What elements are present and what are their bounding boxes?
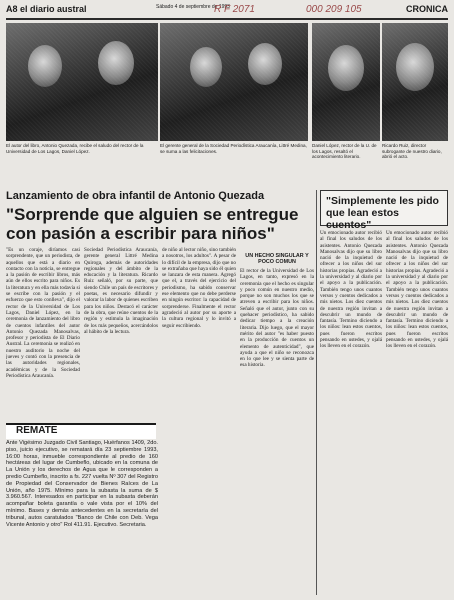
page-label: A8 el diario austral [6, 4, 87, 14]
article-column-3: de niño al lector niño, sino también a nosotros, los adultos". A pesar de lo difícil de la empresa, dijo que no se extrañaba que haya sido él quien se lanzara de esta manera. Agregó que el, a través del ejercicio del periodismo, ha sabido conservar ese elemento que no debe perderse en ningún escritor: la capacidad de sorprenderse. Finalmente el rector agradeció al autor por su aporte a la cultura regional y lo invitó a seguir escribiendo. [162, 247, 236, 329]
issue-date: Sábado 4 de septiembre de 1993 [156, 4, 230, 10]
photo-caption-4: Ricardo Ruiz, director subrogante de nuestro diario, abrió el acto. [382, 143, 442, 160]
page-header [6, 4, 448, 18]
photo-caption-2: El gerente general de la Sociedad Periodística Araucanía, Littré Medina, se suma a las felicitaciones. [160, 143, 307, 154]
article-headline: "Sorprende que alguien se entregue con pasión a escribir para niños" [6, 205, 299, 243]
header-rule [6, 18, 448, 20]
photo-caption-1: El autor del libro, Antonio Quezada, recibe el saludo del rector de la Universidad de Los Lagos, Daniel López. [6, 143, 144, 154]
sidebar-column-1: Un emocionado autor recibió al final los saludos de los asistentes. Antonio Quezada Manosalvas dijo que su libro nació de la inquietud de ofrecer a los niños del sur historias propias. Agradeció a la universidad y al diario por el apoyo a la publicación. También tengo unos cuantos versos y cuentos dedicados a mis nietos. Los diez cuentos de nuestra región invitan a descubrir un mundo de fantasía. Termino diciendo a los niños: lean estos cuentos, pues fueron escritos pensando en ustedes, y ojalá los lleven en el corazón. [320, 230, 382, 350]
sidebar-column-2: Un emocionado autor recibió al final los saludos de los asistentes. Antonio Quezada Manosalvas dijo que su libro nació de la inquietud de ofrecer a los niños del sur historias propias. Agradeció a la universidad y al diario por el apoyo a la publicación. También tengo unos cuantos versos y cuentos dedicados a mis nietos. Los diez cuentos de nuestra región invitan a descubrir un mundo de fantasía. Termino diciendo a los niños: lean estos cuentos, pues fueron escritos pensando en ustedes, y ojalá los lleven en el corazón. [386, 230, 448, 350]
article-column-2: Sociedad Periodística Araucanía, gerente general Littré Medina Quiroga, además de autoridades regionales y del ámbito de la educación y la literatura. Ricardo Ruiz señaló, por su parte, que siendo Chile un país de escritores y poetas, es necesario difundir y valorar la labor de quienes escriben para los niños. Destacó el carácter de la obra, que reúne cuentos de la región y estimula la imaginación de los más pequeños, acercándolos al hábito de la lectura. [84, 247, 158, 335]
article-column-4 [240, 247, 314, 595]
remate-text: Ante Vigésimo Juzgado Civil Santiago, Huérfanos 1409, 2do. piso, juicio ejecutivo, se rematará día 23 septiembre 1993, 16:00 horas, inmueble correspondiente al predio de 160 hectáreas del lugar de Cumbeflo, ubicado en la comuna de La Unión y los derechos de Agua que le corresponden a predio Cumbeflo, inscrito a fs. 227 vuelta Nº 307 del Registro de Propiedad del Conservador de Bienes Raíces de La Unión, año 1975. Mínimo para la subasta la suma de $ 3.960.567. Interesados en participar en la subasta deberán acompañar boleta garantía o vale vista por el 10% del mínimo. Bases y demás antecedentes en la secretaría del tribunal, autos caratulados "Banco de Chile con Deb. Vega Vicente Antonio y otro" Rol 411.91. Ejecutivo. Secretaria. [6, 440, 158, 528]
archive-stamp-left: R F 2071 [214, 4, 255, 15]
photo-manager-greeting [160, 23, 308, 141]
sidebar-title: "Simplemente les pido que lean estos cuentos" [320, 190, 448, 226]
photo-caption-3: Daniel López, rector de la U. de los Lagos, resaltó el acontecimiento literario. [312, 143, 377, 160]
column-4-text: El rector de la Universidad de Los Lagos, en tanto, expresó en la ceremonia que el hecho es singular y poco común en nuestro medio, porque no son muchos los que se atreven a escribir para los niños. Señaló que el autor, junto con su quehacer periodístico, ha sabido dedicar tiempo a la creación literaria. Dijo luego, que el mayor mérito del autor "es haber puesto en la producción de cuentos un elemento de autenticidad", que ayuda a que el niño se reconozca en lo que lee y se sienta parte de esa historia. [240, 268, 314, 369]
subheading: UN HECHO SINGULAR Y POCO COMUN [245, 253, 309, 265]
remate-title: REMATE [6, 423, 156, 439]
photo-director [382, 23, 448, 141]
article-column-1: "Es un coraje, diríamos casi sorprendente, que un periodista, de aquellos que está a diario en contacto con la noticia, se entregue a la pasión de escribir libros, más aún de ellos escrito para niños. Es la literatura y en ella más todavía si se escribe con la pasión y el esfuerzo que esto conlleva", dijo el rector de la Universidad de Los Lagos, Daniel López, en la ceremonia de lanzamiento del libro de cuentos infantiles del autor Antonio Quezada Manosalvas, profesor y periodista de El Diario Austral. La ceremonia se realizó en nuestro auditorio la noche del jueves y contó con la presencia de las autoridades regionales, académicas y de la Sociedad Periodística Araucanía. [6, 247, 80, 379]
column-divider [316, 190, 317, 595]
article-kicker: Lanzamiento de obra infantil de Antonio Quezada [6, 190, 265, 202]
photo-rector [312, 23, 380, 141]
photo-author-greeting [6, 23, 158, 141]
archive-stamp-right: 000 209 105 [306, 4, 362, 15]
section-name: CRONICA [406, 4, 448, 14]
